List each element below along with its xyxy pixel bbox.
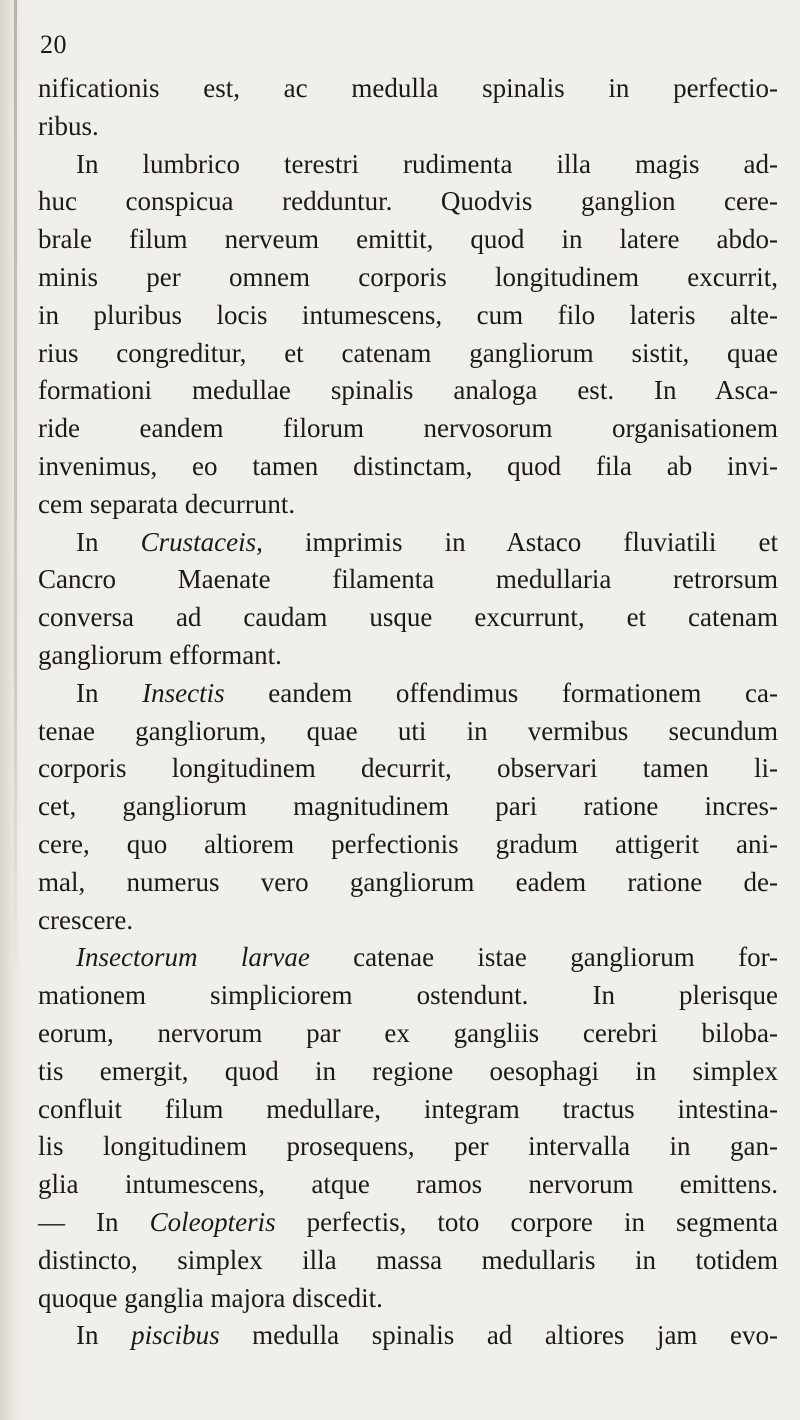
- text-line: lis longitudinem prosequens, per intervalla in gan-: [38, 1131, 778, 1162]
- text-line: nificationis est, ac medulla spinalis in perfectio-: [38, 73, 778, 103]
- italic-term: Coleopteris: [149, 1206, 276, 1237]
- italic-term: Insectorum larvae: [76, 942, 310, 973]
- text-line: In piscibus medulla spinalis ad altiores jam evo-: [76, 1320, 778, 1351]
- text-line: In Crustaceis, imprimis in Astaco fluviatili et: [76, 526, 778, 557]
- text-line: confluit filum medullare, integram tractus intestina-: [38, 1093, 778, 1124]
- text-line: minis per omnem corporis longitudinem excurrit,: [38, 261, 778, 292]
- text-line: quoque ganglia majora discedit.: [38, 1282, 383, 1313]
- text-line: huc conspicua redduntur. Quodvis ganglion cere-: [38, 186, 778, 217]
- text-line: In lumbrico terestri rudimenta illa magis ad-: [76, 148, 778, 179]
- text-line: In Insectis eandem offendimus formationem ca-: [76, 677, 778, 708]
- text-line: gangliorum efformant.: [38, 639, 282, 670]
- text-line: cem separata decurrunt.: [38, 488, 296, 519]
- text-line: Cancro Maenate filamenta medullaria retrorsum: [38, 564, 778, 595]
- text-line: in pluribus locis intumescens, cum filo lateris alte-: [38, 299, 778, 330]
- text-line: tenae gangliorum, quae uti in vermibus secundum: [38, 715, 778, 746]
- text-line: brale filum nerveum emittit, quod in latere abdo-: [38, 224, 778, 255]
- text-line: tis emergit, quod in regione oesophagi in simplex: [38, 1055, 778, 1086]
- text-line: eorum, nervorum par ex gangliis cerebri biloba-: [38, 1017, 778, 1048]
- text-line: rius congreditur, et catenam gangliorum sistit, quae: [38, 337, 778, 368]
- italic-term: piscibus: [131, 1320, 220, 1351]
- text-line: — In Coleopteris perfectis, toto corpore in segmenta: [38, 1206, 778, 1237]
- binding-rule: [14, 0, 17, 980]
- page-number: 20: [40, 30, 67, 59]
- text-line: cere, quo altiorem perfectionis gradum attigerit ani-: [38, 828, 778, 859]
- text-line: Insectorum larvae catenae istae gangliorum for-: [76, 942, 779, 973]
- italic-term: Crustaceis,: [140, 526, 263, 557]
- page-text-block: [38, 70, 778, 1355]
- text-line: formationi medullae spinalis analoga est. In Asca-: [38, 375, 778, 406]
- text-line: mationem simpliciorem ostendunt. In plerisque: [38, 980, 778, 1011]
- italic-term: Insectis: [142, 677, 225, 708]
- text-line: ribus.: [38, 110, 99, 141]
- page-gutter-shadow: [0, 0, 22, 1420]
- text-line: ride eandem filorum nervosorum organisationem: [38, 413, 778, 444]
- text-line: corporis longitudinem decurrit, observari tamen li-: [38, 753, 778, 784]
- text-line: glia intumescens, atque ramos nervorum emittens.: [38, 1169, 778, 1200]
- text-line: invenimus, eo tamen distinctam, quod fila ab invi-: [38, 450, 778, 481]
- text-line: mal, numerus vero gangliorum eadem ratione de-: [38, 866, 778, 897]
- text-line: crescere.: [38, 904, 134, 935]
- text-line: conversa ad caudam usque excurrunt, et catenam: [38, 602, 778, 633]
- text-line: cet, gangliorum magnitudinem pari ratione incres-: [38, 791, 778, 822]
- text-line: distincto, simplex illa massa medullaris in totidem: [38, 1244, 778, 1275]
